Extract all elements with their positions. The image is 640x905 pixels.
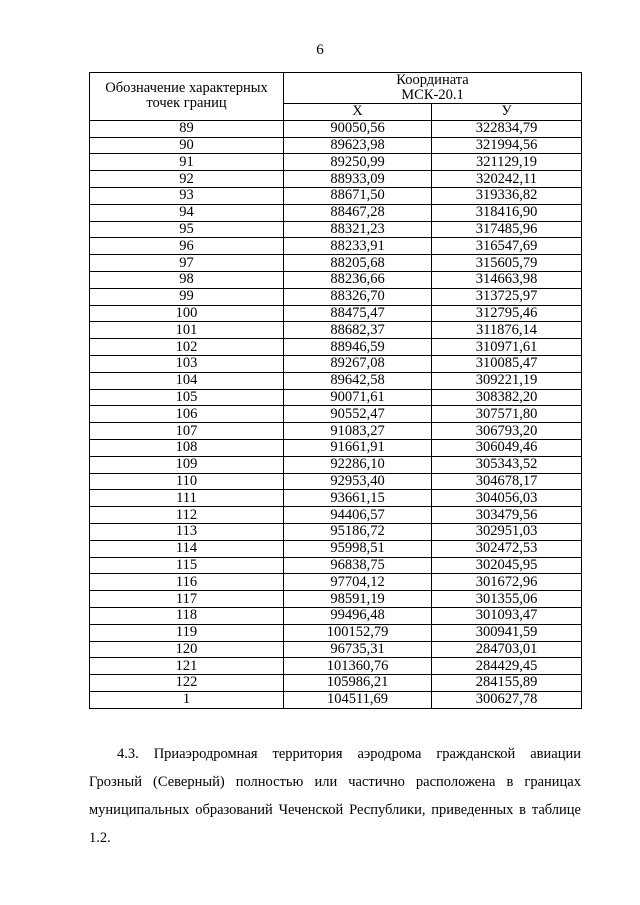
x-coordinate-cell: 101360,76 — [284, 658, 432, 675]
x-coordinate-cell: 89642,58 — [284, 372, 432, 389]
y-coordinate-cell: 302045,95 — [432, 557, 582, 574]
x-coordinate-cell: 99496,48 — [284, 607, 432, 624]
x-coordinate-cell: 93661,15 — [284, 490, 432, 507]
y-coordinate-cell: 300627,78 — [432, 691, 582, 708]
table-row — [90, 355, 582, 372]
y-coordinate-cell: 309221,19 — [432, 372, 582, 389]
y-coordinate-cell: 300941,59 — [432, 624, 582, 641]
table-row — [90, 439, 582, 456]
x-coordinate-cell: 90050,56 — [284, 120, 432, 137]
point-id-cell: 1 — [90, 691, 284, 708]
x-coordinate-cell: 91083,27 — [284, 423, 432, 440]
point-id-cell: 95 — [90, 221, 284, 238]
point-id-cell: 110 — [90, 473, 284, 490]
x-coordinate-cell: 89623,98 — [284, 137, 432, 154]
y-coordinate-cell: 311876,14 — [432, 322, 582, 339]
point-id-cell: 122 — [90, 675, 284, 692]
header-coordinate — [284, 73, 582, 104]
x-coordinate-cell: 88321,23 — [284, 221, 432, 238]
y-coordinate-cell: 313725,97 — [432, 288, 582, 305]
y-coordinate-cell: 321129,19 — [432, 154, 582, 171]
table-row — [90, 507, 582, 524]
y-coordinate-cell: 304678,17 — [432, 473, 582, 490]
y-coordinate-cell: 310085,47 — [432, 355, 582, 372]
point-id-cell: 104 — [90, 372, 284, 389]
table-row — [90, 406, 582, 423]
point-id-cell: 120 — [90, 641, 284, 658]
point-id-cell: 92 — [90, 171, 284, 188]
point-id-cell: 105 — [90, 389, 284, 406]
x-coordinate-cell: 88682,37 — [284, 322, 432, 339]
y-coordinate-cell: 302472,53 — [432, 540, 582, 557]
x-coordinate-cell: 89250,99 — [284, 154, 432, 171]
y-coordinate-cell: 321994,56 — [432, 137, 582, 154]
y-coordinate-cell: 318416,90 — [432, 204, 582, 221]
x-coordinate-cell: 90071,61 — [284, 389, 432, 406]
table-row — [90, 187, 582, 204]
table-row — [90, 372, 582, 389]
table-row — [90, 305, 582, 322]
y-coordinate-cell: 317485,96 — [432, 221, 582, 238]
y-coordinate-cell: 301355,06 — [432, 591, 582, 608]
x-coordinate-cell: 88475,47 — [284, 305, 432, 322]
x-coordinate-cell: 98591,19 — [284, 591, 432, 608]
x-coordinate-cell: 95186,72 — [284, 523, 432, 540]
point-id-cell: 106 — [90, 406, 284, 423]
x-coordinate-cell: 88233,91 — [284, 238, 432, 255]
table-row — [90, 154, 582, 171]
x-coordinate-cell: 94406,57 — [284, 507, 432, 524]
point-id-cell: 111 — [90, 490, 284, 507]
point-id-cell: 99 — [90, 288, 284, 305]
y-coordinate-cell: 301093,47 — [432, 607, 582, 624]
table-row — [90, 339, 582, 356]
y-coordinate-cell: 284155,89 — [432, 675, 582, 692]
x-coordinate-cell: 88671,50 — [284, 187, 432, 204]
table-row — [90, 171, 582, 188]
table-body — [90, 120, 582, 708]
x-coordinate-cell: 88236,66 — [284, 271, 432, 288]
y-coordinate-cell: 314663,98 — [432, 271, 582, 288]
point-id-cell: 117 — [90, 591, 284, 608]
y-coordinate-cell: 304056,03 — [432, 490, 582, 507]
table-row — [90, 288, 582, 305]
table-row — [90, 221, 582, 238]
y-coordinate-cell: 305343,52 — [432, 456, 582, 473]
point-id-cell: 101 — [90, 322, 284, 339]
x-coordinate-cell: 104511,69 — [284, 691, 432, 708]
point-id-cell: 103 — [90, 355, 284, 372]
point-id-cell: 97 — [90, 255, 284, 272]
x-coordinate-cell: 91661,91 — [284, 439, 432, 456]
y-coordinate-cell: 306793,20 — [432, 423, 582, 440]
y-coordinate-cell: 306049,46 — [432, 439, 582, 456]
point-id-cell: 119 — [90, 624, 284, 641]
header-y: У — [432, 104, 582, 121]
point-id-cell: 109 — [90, 456, 284, 473]
table-row — [90, 591, 582, 608]
table-row — [90, 658, 582, 675]
y-coordinate-cell: 284703,01 — [432, 641, 582, 658]
table-row — [90, 607, 582, 624]
table-row — [90, 473, 582, 490]
table-row — [90, 322, 582, 339]
point-id-cell: 93 — [90, 187, 284, 204]
x-coordinate-cell: 90552,47 — [284, 406, 432, 423]
table-row — [90, 389, 582, 406]
y-coordinate-cell: 320242,11 — [432, 171, 582, 188]
table-row — [90, 238, 582, 255]
x-coordinate-cell: 88467,28 — [284, 204, 432, 221]
coordinates-table — [89, 72, 582, 709]
table-row — [90, 540, 582, 557]
x-coordinate-cell: 88933,09 — [284, 171, 432, 188]
point-id-cell: 113 — [90, 523, 284, 540]
point-id-cell: 100 — [90, 305, 284, 322]
table-row — [90, 523, 582, 540]
table-row — [90, 204, 582, 221]
page-number: 6 — [316, 42, 324, 58]
point-id-cell: 90 — [90, 137, 284, 154]
y-coordinate-cell: 315605,79 — [432, 255, 582, 272]
point-id-cell: 108 — [90, 439, 284, 456]
header-coordinate-title: Координата — [396, 72, 469, 88]
x-coordinate-cell: 96735,31 — [284, 641, 432, 658]
point-id-cell: 121 — [90, 658, 284, 675]
table-row — [90, 557, 582, 574]
point-id-cell: 112 — [90, 507, 284, 524]
x-coordinate-cell: 96838,75 — [284, 557, 432, 574]
x-coordinate-cell: 100152,79 — [284, 624, 432, 641]
point-id-cell: 116 — [90, 574, 284, 591]
header-point-designation: Обозначение характерных точек границ — [90, 73, 284, 121]
point-id-cell: 107 — [90, 423, 284, 440]
y-coordinate-cell: 301672,96 — [432, 574, 582, 591]
point-id-cell: 96 — [90, 238, 284, 255]
table-row — [90, 120, 582, 137]
x-coordinate-cell: 95998,51 — [284, 540, 432, 557]
x-coordinate-cell: 88946,59 — [284, 339, 432, 356]
y-coordinate-cell: 284429,45 — [432, 658, 582, 675]
point-id-cell: 91 — [90, 154, 284, 171]
header-coordinate-system: МСК-20.1 — [401, 87, 464, 103]
x-coordinate-cell: 92286,10 — [284, 456, 432, 473]
point-id-cell: 114 — [90, 540, 284, 557]
table-row — [90, 641, 582, 658]
point-id-cell: 94 — [90, 204, 284, 221]
table-row — [90, 624, 582, 641]
header-x: Х — [284, 104, 432, 121]
point-id-cell: 98 — [90, 271, 284, 288]
table-row — [90, 137, 582, 154]
y-coordinate-cell: 310971,61 — [432, 339, 582, 356]
table-row — [90, 574, 582, 591]
y-coordinate-cell: 322834,79 — [432, 120, 582, 137]
table-row — [90, 456, 582, 473]
x-coordinate-cell: 88205,68 — [284, 255, 432, 272]
x-coordinate-cell: 97704,12 — [284, 574, 432, 591]
point-id-cell: 89 — [90, 120, 284, 137]
y-coordinate-cell: 303479,56 — [432, 507, 582, 524]
x-coordinate-cell: 88326,70 — [284, 288, 432, 305]
point-id-cell: 102 — [90, 339, 284, 356]
table-row — [90, 490, 582, 507]
y-coordinate-cell: 307571,80 — [432, 406, 582, 423]
body-paragraph — [89, 740, 581, 852]
table-row — [90, 423, 582, 440]
point-id-cell: 115 — [90, 557, 284, 574]
y-coordinate-cell: 316547,69 — [432, 238, 582, 255]
table-row — [90, 271, 582, 288]
y-coordinate-cell: 312795,46 — [432, 305, 582, 322]
y-coordinate-cell: 319336,82 — [432, 187, 582, 204]
y-coordinate-cell: 302951,03 — [432, 523, 582, 540]
table-row — [90, 675, 582, 692]
x-coordinate-cell: 92953,40 — [284, 473, 432, 490]
y-coordinate-cell: 308382,20 — [432, 389, 582, 406]
table-row — [90, 255, 582, 272]
point-id-cell: 118 — [90, 607, 284, 624]
x-coordinate-cell: 105986,21 — [284, 675, 432, 692]
paragraph-text: 4.3. Приаэродромная территория аэродрома гражданской авиации Грозный (Северный) полностью или частично расположена в границах муниципальных образований Чеченской Республики, приведенных в таблице 1.2. — [89, 746, 581, 846]
x-coordinate-cell: 89267,08 — [284, 355, 432, 372]
table-row — [90, 691, 582, 708]
